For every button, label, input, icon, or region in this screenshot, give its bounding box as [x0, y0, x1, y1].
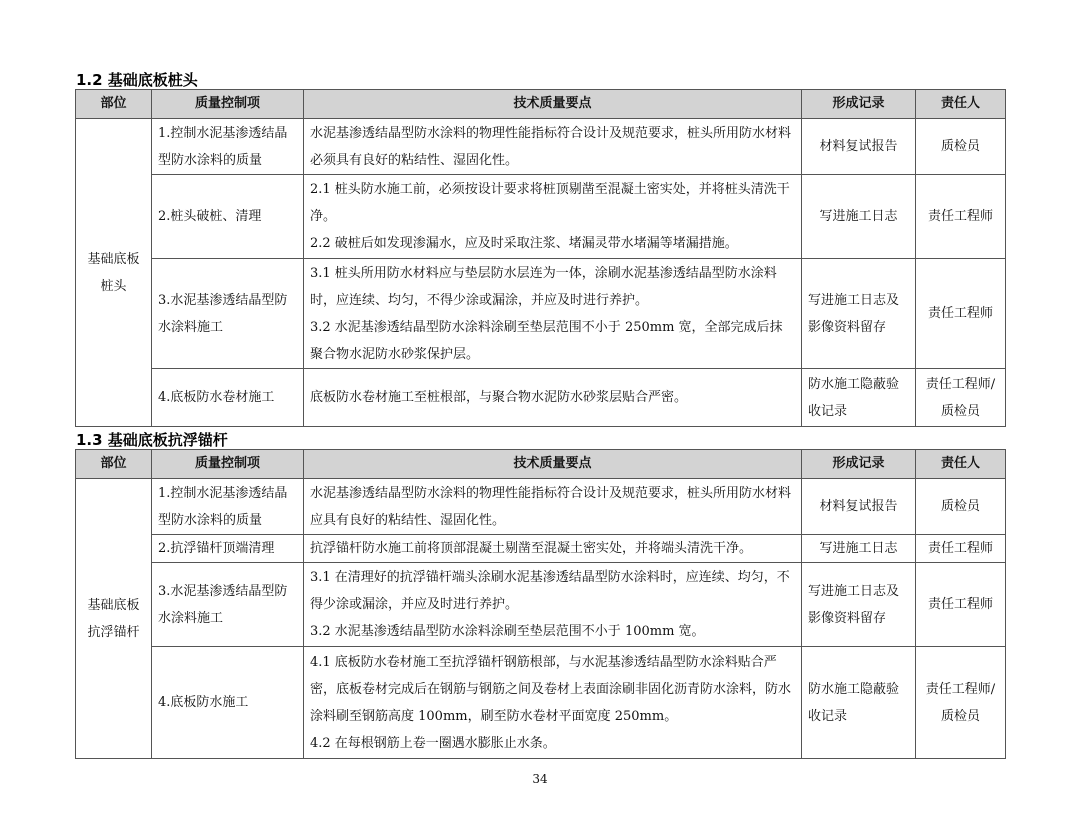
- header-part: 部位: [76, 450, 152, 479]
- key-points-cell: [304, 535, 802, 563]
- control-item-cell: 3.水泥基渗透结晶型防水涂料施工: [152, 259, 304, 369]
- key-points-cell: [304, 119, 802, 175]
- responsible-cell: 责任工程师: [916, 259, 1006, 369]
- control-item-cell: 2.桩头破桩、清理: [152, 175, 304, 259]
- table-row: [76, 259, 1006, 369]
- responsible-cell: 质检员: [916, 479, 1006, 535]
- quality-table-pile-head: [75, 89, 1006, 427]
- key-point: 4.2 在每根钢筋上卷一圈遇水膨胀止水条。: [310, 735, 556, 751]
- quality-table-anchor: [75, 449, 1006, 759]
- record-cell: 材料复试报告: [802, 479, 916, 535]
- header-record: 形成记录: [802, 450, 916, 479]
- control-item-cell: 2.抗浮锚杆顶端清理: [152, 535, 304, 563]
- record-cell: 写进施工日志: [802, 535, 916, 563]
- responsible-cell: 责任工程师/质检员: [916, 369, 1006, 427]
- control-item-cell: 1.控制水泥基渗透结晶型防水涂料的质量: [152, 479, 304, 535]
- header-control-item: 质量控制项: [152, 90, 304, 119]
- table-row: [76, 479, 1006, 535]
- record-cell: 写进施工日志: [802, 175, 916, 259]
- section-title-anchor: 1.3 基础底板抗浮锚杆: [76, 431, 228, 449]
- part-cell: 基础底板抗浮锚杆: [76, 479, 152, 759]
- header-record: 形成记录: [802, 90, 916, 119]
- key-point: 2.1 桩头防水施工前，必须按设计要求将桩顶剔凿至混凝土密实处，并将桩头清洗干净。: [310, 182, 790, 224]
- page-number: 34: [532, 772, 548, 786]
- record-cell: 防水施工隐蔽验收记录: [802, 369, 916, 427]
- table-row: [76, 175, 1006, 259]
- key-point: 3.1 桩头所用防水材料应与垫层防水层连为一体，涂刷水泥基渗透结晶型防水涂料时，应连续、均匀，不得少涂或漏涂，并应及时进行养护。: [310, 265, 777, 308]
- table-row: [76, 647, 1006, 759]
- table-row: [76, 563, 1006, 647]
- key-point: 水泥基渗透结晶型防水涂料的物理性能指标符合设计及规范要求，桩头所用防水材料必须具有良好的粘结性、湿固化性。: [310, 125, 792, 168]
- key-points-cell: [304, 563, 802, 647]
- section-title-pile-head: 1.2 基础底板桩头: [76, 71, 198, 89]
- header-responsible: 责任人: [916, 90, 1006, 119]
- responsible-cell: 责任工程师: [916, 563, 1006, 647]
- responsible-cell: 责任工程师: [916, 535, 1006, 563]
- header-key-points: 技术质量要点: [304, 450, 802, 479]
- key-point: 2.2 破桩后如发现渗漏水，应及时采取注浆、堵漏灵带水堵漏等堵漏措施。: [310, 236, 738, 251]
- record-cell: 材料复试报告: [802, 119, 916, 175]
- table-header-row: [76, 90, 1006, 119]
- key-point: 水泥基渗透结晶型防水涂料的物理性能指标符合设计及规范要求，桩头所用防水材料应具有良好的粘结性、湿固化性。: [310, 485, 792, 528]
- header-key-points: 技术质量要点: [304, 90, 802, 119]
- table-row: [76, 119, 1006, 175]
- key-points-cell: [304, 175, 802, 259]
- table-row: [76, 369, 1006, 427]
- key-points-cell: [304, 647, 802, 759]
- control-item-cell: 4.底板防水施工: [152, 647, 304, 759]
- control-item-cell: 4.底板防水卷材施工: [152, 369, 304, 427]
- responsible-cell: 责任工程师: [916, 175, 1006, 259]
- key-point: 底板防水卷材施工至桩根部，与聚合物水泥防水砂浆层贴合严密。: [310, 390, 688, 405]
- key-point: 3.2 水泥基渗透结晶型防水涂料涂刷至垫层范围不小于 100mm 宽。: [310, 624, 705, 639]
- key-points-cell: [304, 369, 802, 427]
- record-cell: 防水施工隐蔽验收记录: [802, 647, 916, 759]
- key-point: 3.2 水泥基渗透结晶型防水涂料涂刷至垫层范围不小于 250mm 宽，全部完成后抹聚合物水泥防水砂浆保护层。: [310, 319, 783, 362]
- record-cell: 写进施工日志及影像资料留存: [802, 259, 916, 369]
- header-responsible: 责任人: [916, 450, 1006, 479]
- header-part: 部位: [76, 90, 152, 119]
- table-header-row: [76, 450, 1006, 479]
- key-points-cell: [304, 479, 802, 535]
- control-item-cell: 1.控制水泥基渗透结晶型防水涂料的质量: [152, 119, 304, 175]
- responsible-cell: 责任工程师/质检员: [916, 647, 1006, 759]
- responsible-cell: 质检员: [916, 119, 1006, 175]
- table-row: [76, 535, 1006, 563]
- key-point: 3.1 在清理好的抗浮锚杆端头涂刷水泥基渗透结晶型防水涂料时，应连续、均匀，不得少涂或漏涂，并应及时进行养护。: [310, 570, 790, 612]
- part-cell: 基础底板桩头: [76, 119, 152, 427]
- key-point: 4.1 底板防水卷材施工至抗浮锚杆钢筋根部，与水泥基渗透结晶型防水涂料贴合严密，底板卷材完成后在钢筋与钢筋之间及卷材上表面涂刷非固化沥青防水涂料，防水涂料刷至钢筋高度 100mm，刷至防水卷材平面宽度 250mm。: [310, 654, 792, 724]
- header-control-item: 质量控制项: [152, 450, 304, 479]
- control-item-cell: 3.水泥基渗透结晶型防水涂料施工: [152, 563, 304, 647]
- record-cell: 写进施工日志及影像资料留存: [802, 563, 916, 647]
- key-points-cell: [304, 259, 802, 369]
- key-point: 抗浮锚杆防水施工前将顶部混凝土剔凿至混凝土密实处，并将端头清洗干净。: [310, 541, 753, 556]
